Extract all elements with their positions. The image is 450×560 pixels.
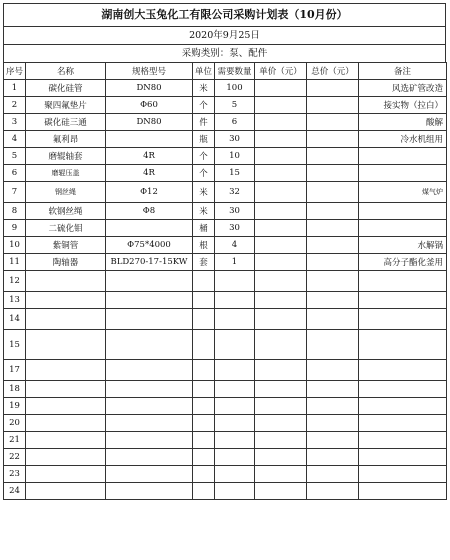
cell-unit: [193, 330, 215, 360]
cell-spec: [106, 415, 193, 432]
cell-qty: 4: [215, 237, 255, 254]
cell-price: [255, 483, 307, 500]
cell-no: 8: [4, 203, 26, 220]
cell-qty: 15: [215, 165, 255, 182]
cell-spec: [106, 432, 193, 449]
cell-no: 23: [4, 466, 26, 483]
table-row: [4, 292, 447, 309]
cell-total: [307, 432, 359, 449]
cell-spec: [106, 449, 193, 466]
cell-qty: 100: [215, 80, 255, 97]
cell-qty: 32: [215, 182, 255, 203]
cell-qty: [215, 309, 255, 330]
cell-spec: BLD270-17-15KW: [106, 254, 193, 271]
table-row: [4, 360, 447, 381]
cell-spec: Φ60: [106, 97, 193, 114]
cell-unit: 个: [193, 165, 215, 182]
cell-price: [255, 449, 307, 466]
table-row: [4, 148, 447, 165]
cell-price: [255, 466, 307, 483]
cell-qty: 5: [215, 97, 255, 114]
cell-no: 10: [4, 237, 26, 254]
cell-no: 9: [4, 220, 26, 237]
cell-spec: 4R: [106, 165, 193, 182]
table-row: [4, 449, 447, 466]
cell-spec: [106, 398, 193, 415]
table-row: [4, 381, 447, 398]
table-row: [4, 237, 447, 254]
table-row: [4, 220, 447, 237]
cell-name: [26, 483, 106, 500]
cell-price: [255, 398, 307, 415]
cell-no: 15: [4, 330, 26, 360]
cell-total: [307, 466, 359, 483]
cell-no: 21: [4, 432, 26, 449]
table-row: [4, 203, 447, 220]
cell-note: [359, 449, 447, 466]
cell-spec: [106, 271, 193, 292]
cell-name: 软钢丝绳: [26, 203, 106, 220]
header-name: 名称: [26, 63, 106, 80]
table-row: [4, 398, 447, 415]
cell-note: [359, 330, 447, 360]
cell-name: 碳化硅管: [26, 80, 106, 97]
cell-spec: [106, 381, 193, 398]
cell-total: [307, 398, 359, 415]
cell-note: [359, 309, 447, 330]
cell-unit: 米: [193, 203, 215, 220]
cell-total: [307, 148, 359, 165]
cell-qty: [215, 466, 255, 483]
header-spec: 规格型号: [106, 63, 193, 80]
cell-no: 4: [4, 131, 26, 148]
cell-no: 13: [4, 292, 26, 309]
cell-unit: 套: [193, 254, 215, 271]
cell-note: [359, 148, 447, 165]
cell-name: [26, 271, 106, 292]
cell-name: [26, 415, 106, 432]
cell-price: [255, 237, 307, 254]
cell-spec: Φ8: [106, 203, 193, 220]
cell-name: 磨辊轴套: [26, 148, 106, 165]
cell-no: 1: [4, 80, 26, 97]
cell-name: [26, 330, 106, 360]
cell-price: [255, 432, 307, 449]
header-no: 序号: [4, 63, 26, 80]
cell-name: 磨辊压盖: [26, 165, 106, 182]
cell-total: [307, 182, 359, 203]
cell-unit: 瓶: [193, 131, 215, 148]
sheet-title: 湖南创大玉兔化工有限公司采购计划表（10月份）: [3, 3, 446, 26]
cell-name: [26, 432, 106, 449]
cell-note: [359, 415, 447, 432]
cell-total: [307, 254, 359, 271]
cell-no: 7: [4, 182, 26, 203]
sheet-date: 2020年9月25日: [3, 26, 446, 44]
table-row: [4, 309, 447, 330]
cell-name: 紫铜管: [26, 237, 106, 254]
cell-name: 碳化硅三通: [26, 114, 106, 131]
cell-note: [359, 360, 447, 381]
cell-note: [359, 292, 447, 309]
table-row: [4, 254, 447, 271]
cell-qty: [215, 330, 255, 360]
cell-spec: [106, 292, 193, 309]
procurement-sheet: [3, 3, 446, 500]
cell-spec: DN80: [106, 80, 193, 97]
cell-name: [26, 449, 106, 466]
cell-qty: [215, 292, 255, 309]
cell-qty: 10: [215, 148, 255, 165]
cell-price: [255, 131, 307, 148]
cell-unit: 米: [193, 182, 215, 203]
cell-total: [307, 237, 359, 254]
cell-qty: 1: [215, 254, 255, 271]
cell-unit: [193, 381, 215, 398]
cell-price: [255, 97, 307, 114]
cell-qty: [215, 432, 255, 449]
cell-qty: [215, 271, 255, 292]
cell-note: 冷水机组用: [359, 131, 447, 148]
cell-total: [307, 292, 359, 309]
cell-spec: Φ75*4000: [106, 237, 193, 254]
cell-note: [359, 220, 447, 237]
cell-price: [255, 292, 307, 309]
cell-spec: [106, 466, 193, 483]
cell-qty: [215, 381, 255, 398]
header-price: 单价（元）: [255, 63, 307, 80]
cell-qty: [215, 360, 255, 381]
cell-price: [255, 148, 307, 165]
cell-no: 14: [4, 309, 26, 330]
cell-price: [255, 80, 307, 97]
cell-note: [359, 203, 447, 220]
cell-note: 接实物（拉白）: [359, 97, 447, 114]
header-qty: 需要数量: [215, 63, 255, 80]
cell-unit: 桶: [193, 220, 215, 237]
cell-unit: [193, 415, 215, 432]
cell-qty: 6: [215, 114, 255, 131]
cell-total: [307, 131, 359, 148]
cell-spec: [106, 309, 193, 330]
cell-note: 高分子酯化釜用: [359, 254, 447, 271]
sheet-category: 采购类别：泵、配件: [3, 44, 446, 62]
table-row: [4, 432, 447, 449]
cell-total: [307, 97, 359, 114]
cell-unit: [193, 466, 215, 483]
header-total: 总价（元）: [307, 63, 359, 80]
cell-name: 钢丝绳: [26, 182, 106, 203]
cell-name: [26, 466, 106, 483]
cell-total: [307, 330, 359, 360]
cell-total: [307, 381, 359, 398]
cell-note: [359, 432, 447, 449]
cell-unit: [193, 271, 215, 292]
cell-note: [359, 466, 447, 483]
cell-unit: 个: [193, 97, 215, 114]
cell-price: [255, 254, 307, 271]
cell-price: [255, 220, 307, 237]
cell-note: 酸解: [359, 114, 447, 131]
table-header-row: [4, 63, 447, 80]
cell-total: [307, 203, 359, 220]
cell-total: [307, 449, 359, 466]
cell-spec: [106, 330, 193, 360]
cell-unit: [193, 432, 215, 449]
cell-qty: [215, 449, 255, 466]
cell-price: [255, 165, 307, 182]
table-row: [4, 330, 447, 360]
table-row: [4, 131, 447, 148]
table-row: [4, 80, 447, 97]
cell-note: [359, 271, 447, 292]
cell-unit: [193, 398, 215, 415]
cell-note: [359, 483, 447, 500]
cell-price: [255, 360, 307, 381]
cell-price: [255, 330, 307, 360]
cell-unit: [193, 449, 215, 466]
table-row: [4, 114, 447, 131]
table-row: [4, 483, 447, 500]
table-row: [4, 165, 447, 182]
cell-note: [359, 165, 447, 182]
cell-qty: 30: [215, 131, 255, 148]
cell-total: [307, 80, 359, 97]
cell-total: [307, 483, 359, 500]
cell-spec: Φ12: [106, 182, 193, 203]
cell-no: 5: [4, 148, 26, 165]
cell-price: [255, 271, 307, 292]
cell-name: 聚四氟垫片: [26, 97, 106, 114]
cell-spec: 4R: [106, 148, 193, 165]
cell-name: [26, 309, 106, 330]
table-row: [4, 97, 447, 114]
cell-no: 11: [4, 254, 26, 271]
table-row: [4, 415, 447, 432]
cell-spec: [106, 131, 193, 148]
cell-note: 煤气炉: [359, 182, 447, 203]
cell-no: 3: [4, 114, 26, 131]
cell-no: 2: [4, 97, 26, 114]
cell-total: [307, 309, 359, 330]
header-note: 备注: [359, 63, 447, 80]
procurement-table: [3, 62, 447, 500]
table-row: [4, 271, 447, 292]
cell-name: [26, 381, 106, 398]
cell-spec: DN80: [106, 114, 193, 131]
cell-total: [307, 360, 359, 381]
cell-qty: [215, 398, 255, 415]
cell-no: 6: [4, 165, 26, 182]
cell-unit: [193, 483, 215, 500]
cell-total: [307, 165, 359, 182]
cell-total: [307, 114, 359, 131]
cell-unit: [193, 309, 215, 330]
cell-unit: 米: [193, 80, 215, 97]
cell-qty: [215, 483, 255, 500]
cell-total: [307, 271, 359, 292]
cell-price: [255, 381, 307, 398]
cell-note: [359, 381, 447, 398]
cell-no: 24: [4, 483, 26, 500]
cell-qty: 30: [215, 203, 255, 220]
cell-no: 22: [4, 449, 26, 466]
cell-spec: [106, 360, 193, 381]
cell-unit: 件: [193, 114, 215, 131]
cell-price: [255, 182, 307, 203]
cell-price: [255, 415, 307, 432]
cell-unit: 根: [193, 237, 215, 254]
cell-unit: [193, 292, 215, 309]
cell-note: 风选矿管改造: [359, 80, 447, 97]
cell-name: 陶轴器: [26, 254, 106, 271]
cell-no: 18: [4, 381, 26, 398]
cell-name: [26, 360, 106, 381]
cell-name: [26, 292, 106, 309]
header-unit: 单位: [193, 63, 215, 80]
cell-no: 17: [4, 360, 26, 381]
cell-note: 水解锅: [359, 237, 447, 254]
cell-unit: [193, 360, 215, 381]
cell-qty: [215, 415, 255, 432]
cell-price: [255, 114, 307, 131]
cell-price: [255, 203, 307, 220]
cell-note: [359, 398, 447, 415]
cell-spec: [106, 483, 193, 500]
cell-no: 12: [4, 271, 26, 292]
cell-spec: [106, 220, 193, 237]
cell-unit: 个: [193, 148, 215, 165]
cell-name: [26, 398, 106, 415]
table-row: [4, 182, 447, 203]
cell-name: 氟利昂: [26, 131, 106, 148]
cell-no: 20: [4, 415, 26, 432]
cell-total: [307, 415, 359, 432]
cell-no: 19: [4, 398, 26, 415]
cell-qty: 30: [215, 220, 255, 237]
cell-name: 二硫化钼: [26, 220, 106, 237]
cell-total: [307, 220, 359, 237]
cell-price: [255, 309, 307, 330]
table-row: [4, 466, 447, 483]
